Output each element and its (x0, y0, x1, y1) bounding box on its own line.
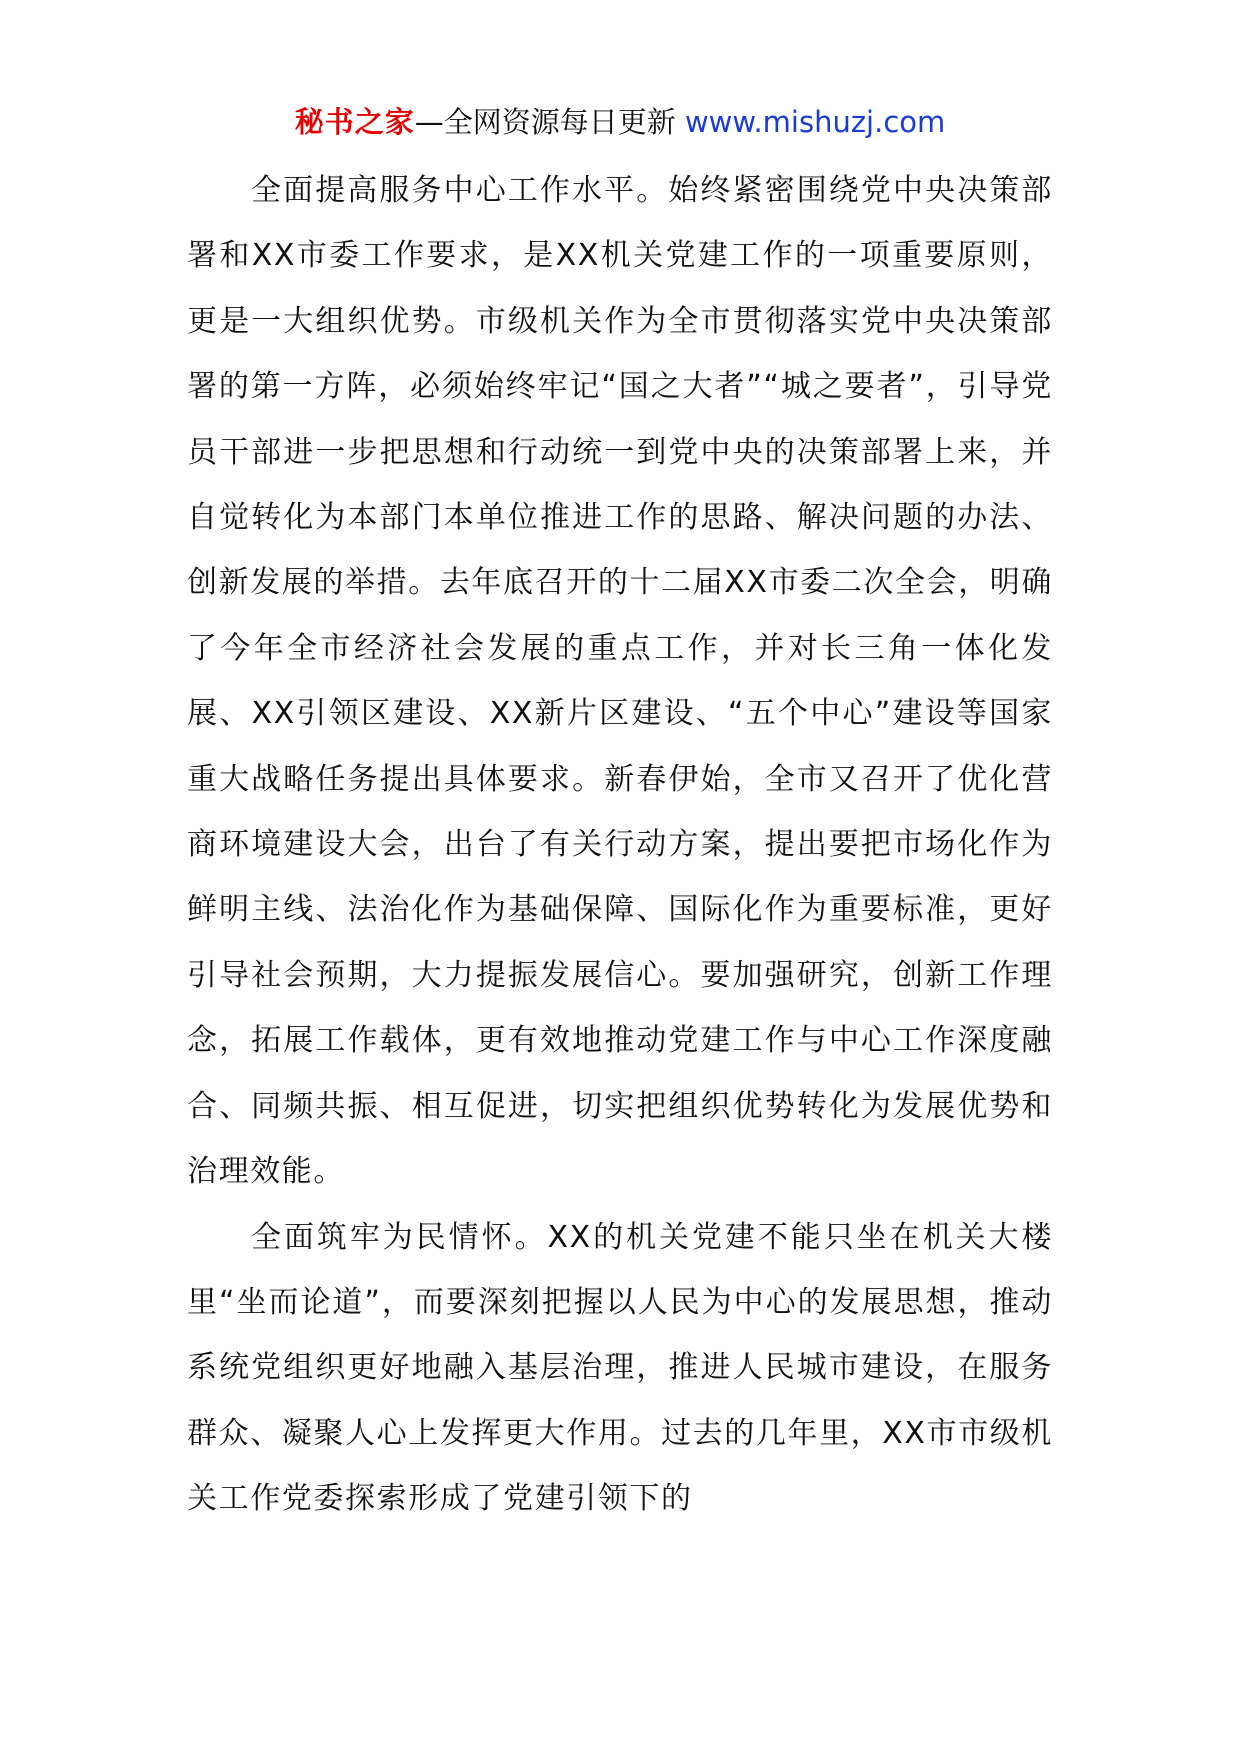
paragraph: 全面提高服务中心工作水平。始终紧密围绕党中央决策部署和XX市委工作要求，是XX机关党建工作的一项重要原则，更是一大组织优势。市级机关作为全市贯彻落实党中央决策部署的第一方阵，必须始终牢记“国之大者”“城之要者”，引导党员干部进一步把思想和行动统一到党中央的决策部署上来，并自觉转化为本部门本单位推进工作的思路、解决问题的办法、创新发展的举措。去年底召开的十二届XX市委二次全会，明确了今年全市经济社会发展的重点工作，并对长三角一体化发展、XX引领区建设、XX新片区建设、“五个中心”建设等国家重大战略任务提出具体要求。新春伊始，全市又召开了优化营商环境建设大会，出台了有关行动方案，提出要把市场化作为鲜明主线、法治化作为基础保障、国际化作为重要标准，更好引导社会预期，大力提振发展信心。要加强研究，创新工作理念，拓展工作载体，更有效地推动党建工作与中心工作深度融合、同频共振、相互促进，切实把组织优势转化为发展优势和治理效能。 (187, 173, 1053, 1190)
header-tagline: —全网资源每日更新 (414, 105, 676, 139)
brand-name: 秘书之家 (294, 105, 415, 139)
paragraph: 全面筑牢为民情怀。XX的机关党建不能只坐在机关大楼里“坐而论道”，而要深刻把握以人民为中心的发展思想，推动系统党组织更好地融入基层治理，推进人民城市建设，在服务群众、凝聚人心上发挥更大作用。过去的几年里，XX市市级机关工作党委探索形成了党建引领下的 (187, 1219, 1053, 1517)
header-url[interactable]: www.mishuzj.com (684, 105, 946, 139)
document-body (187, 158, 1053, 1532)
page-header (0, 100, 1240, 144)
